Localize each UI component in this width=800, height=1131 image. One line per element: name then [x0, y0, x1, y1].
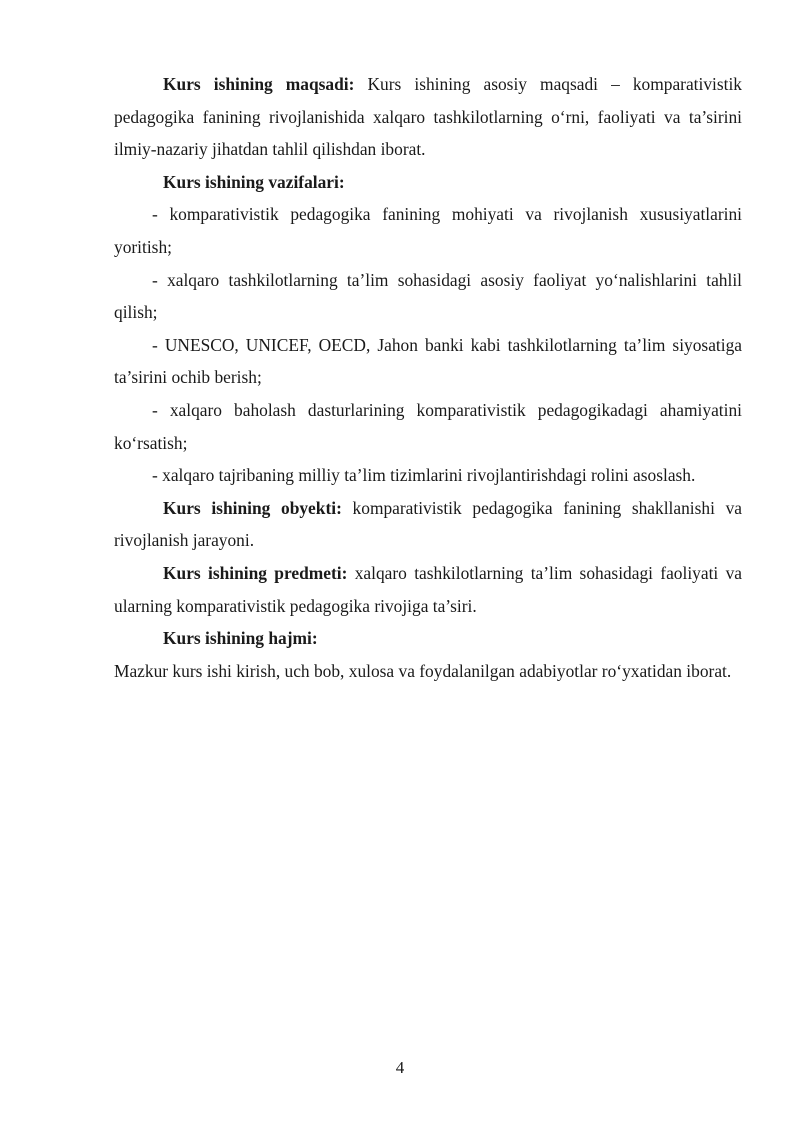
- subject-paragraph: [114, 557, 742, 622]
- object-text: komparativistik pedagogika fanining shakllanishi va rivojlanish jarayoni.: [114, 497, 742, 551]
- goal-label: Kurs ishining maqsadi:: [163, 74, 355, 94]
- goal-text: Kurs ishining asosiy maqsadi – komparativistik pedagogika fanining rivojlanishida xalqaro tashkilotlarning o‘rni, faoliyati va ta’sirini ilmiy-nazariy jihatdan tahlil qilishdan iborat.: [114, 74, 742, 160]
- object-paragraph: [114, 492, 742, 557]
- task-item-1: - komparativistik pedagogika fanining mohiyati va rivojlanish xususiyatlarini yoritish;: [114, 204, 742, 257]
- volume-paragraph: Mazkur kurs ishi kirish, uch bob, xulosa va foydalanilgan adabiyotlar ro‘yxatidan iborat.: [114, 660, 732, 681]
- document-page: [114, 68, 742, 687]
- object-label: Kurs ishining obyekti:: [163, 497, 342, 518]
- page-number: 4: [395, 1058, 405, 1077]
- subject-text: xalqaro tashkilotlarning ta’lim sohasidagi faoliyati va ularning komparativistik pedagogika rivojiga ta’siri.: [114, 562, 742, 616]
- volume-label: Kurs ishining hajmi:: [163, 628, 318, 649]
- tasks-label: Kurs ishining vazifalari:: [163, 171, 345, 192]
- goal-paragraph: [114, 68, 742, 166]
- task-item-2: - xalqaro tashkilotlarning ta’lim sohasidagi asosiy faoliyat yo‘nalishlarini tahlil qilish;: [114, 269, 742, 323]
- volume-heading: [114, 622, 742, 655]
- tasks-heading: [114, 166, 742, 199]
- subject-label: Kurs ishining predmeti:: [163, 562, 348, 583]
- task-item-4: - xalqaro baholash dasturlarining komparativistik pedagogikadagi ahamiyatini ko‘rsatish;: [114, 399, 742, 453]
- task-item-3: - UNESCO, UNICEF, OECD, Jahon banki kabi tashkilotlarning ta’lim siyosatiga ta’sirini ochib berish;: [114, 334, 742, 388]
- task-item-5: - xalqaro tajribaning milliy ta’lim tizimlarini rivojlantirishdagi rolini asoslash.: [152, 465, 696, 486]
